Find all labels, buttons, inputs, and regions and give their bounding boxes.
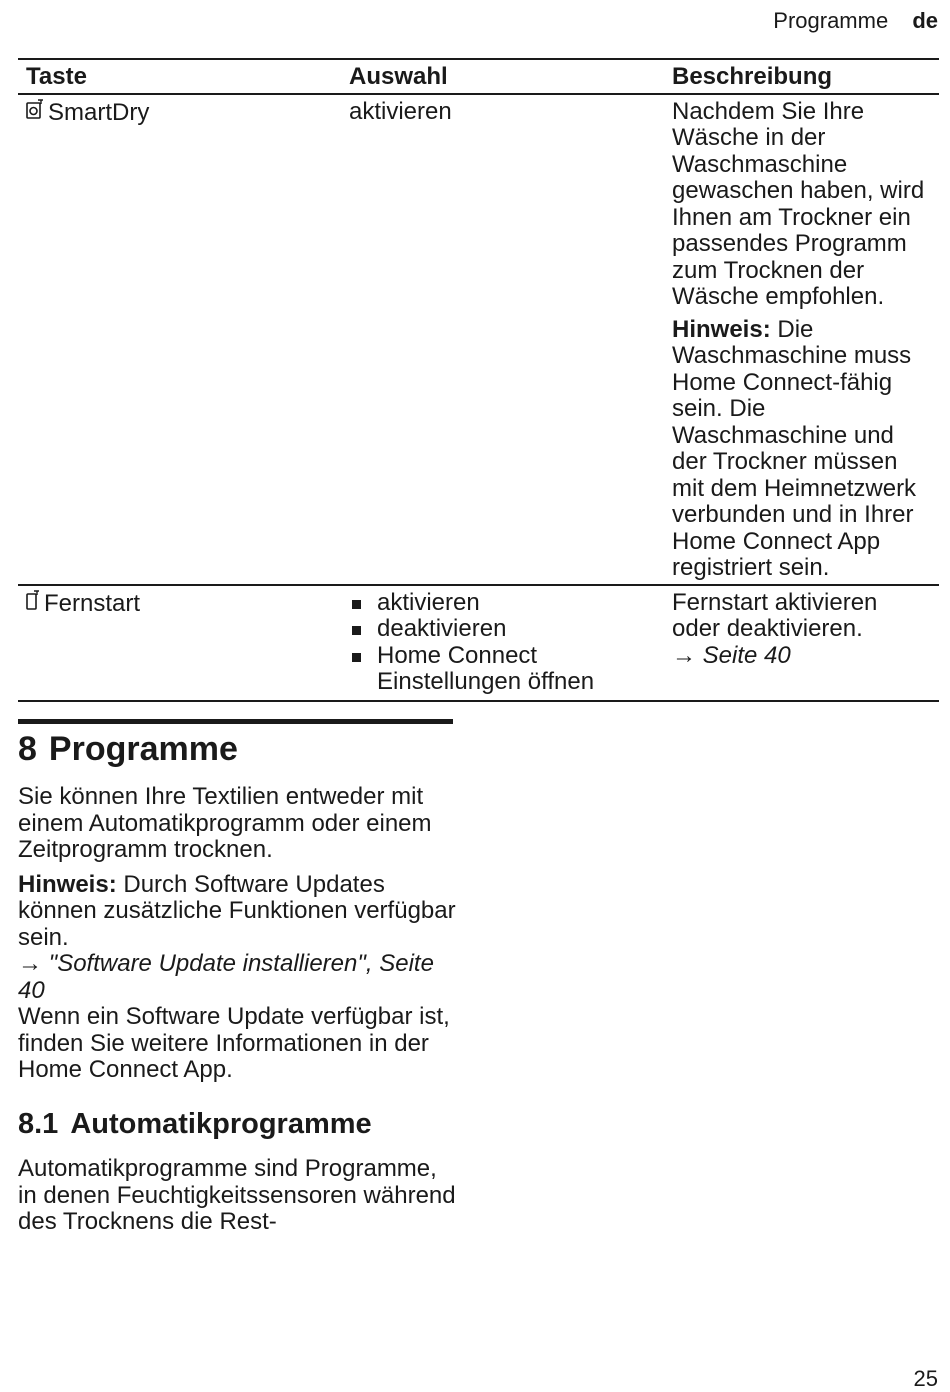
arrow-icon: →	[18, 950, 42, 977]
note-text: Durch Software Updates können zusätzliche Funktionen verfügbar sein.	[18, 870, 456, 951]
section-title: Programme	[773, 8, 889, 33]
page-header	[773, 8, 938, 34]
table-row	[18, 585, 939, 701]
list-item: deaktivieren	[349, 616, 656, 643]
description-cell	[664, 585, 939, 701]
page-reference	[18, 951, 458, 1004]
reference-link: Seite 40	[702, 641, 791, 669]
selection-cell: aktivieren	[341, 94, 664, 585]
note-text: Die Waschmaschine muss Home Connect-fähig sein. Die Waschmaschine und der Trockner müssen mit dem Heimnetzwerk verbunden und in Ihrer Home Connect App registriert sein.	[672, 315, 917, 581]
subsection-heading	[18, 1108, 372, 1141]
description-cell	[664, 94, 939, 585]
description-text: Fernstart aktivieren oder deaktivieren.	[672, 588, 878, 642]
chapter-heading	[18, 730, 238, 769]
note	[18, 872, 458, 952]
page-number: 25	[913, 1366, 938, 1391]
description-text: Nachdem Sie Ihre Wäsche in der Waschmaschine gewaschen haben, wird Ihnen am Trockner ein passendes Programm zum Trocknen der Wäsche empfohlen.	[672, 97, 925, 310]
column-header-key: Taste	[18, 59, 341, 94]
list-item: Home Connect Einstellungen öffnen	[349, 643, 656, 696]
chapter-body	[18, 784, 458, 1084]
chapter-number: 8	[18, 730, 37, 768]
reference-link: "Software Update installieren", Seite 40	[18, 950, 434, 1004]
note-label: Hinweis:	[672, 315, 771, 343]
table-row	[18, 94, 939, 585]
table-header-row	[18, 59, 939, 94]
column-header-description: Beschreibung	[664, 59, 939, 94]
chapter-title: Programme	[48, 730, 238, 768]
arrow-icon: →	[672, 641, 696, 669]
column-header-selection: Auswahl	[341, 59, 664, 94]
intro-paragraph: Sie können Ihre Textilien entweder mit einem Automatikprogramm oder einem Zeitprogramm trocknen.	[18, 783, 432, 863]
key-cell	[18, 585, 341, 701]
subsection-number: 8.1	[18, 1108, 59, 1140]
key-settings-table	[18, 58, 939, 702]
remote-start-icon	[26, 590, 40, 618]
smartdry-icon	[26, 99, 44, 127]
option-list	[349, 590, 656, 696]
language-code: de	[912, 8, 938, 33]
key-label: SmartDry	[48, 98, 150, 126]
note-label: Hinweis:	[18, 870, 117, 898]
note	[672, 317, 931, 582]
key-label: Fernstart	[44, 589, 141, 617]
info-paragraph: Wenn ein Software Update verfügbar ist, finden Sie weitere Informationen in der Home Connect App.	[18, 1003, 450, 1083]
page-reference	[672, 643, 931, 670]
subsection-paragraph: Automatikprogramme sind Programme, in denen Feuchtigkeitssensoren während des Trocknens die Rest-	[18, 1155, 456, 1235]
subsection-title: Automatikprogramme	[70, 1108, 372, 1140]
chapter-divider	[18, 719, 453, 724]
selection-cell	[341, 585, 664, 701]
list-item: aktivieren	[349, 590, 656, 617]
subsection-body	[18, 1156, 458, 1236]
key-cell	[18, 94, 341, 585]
